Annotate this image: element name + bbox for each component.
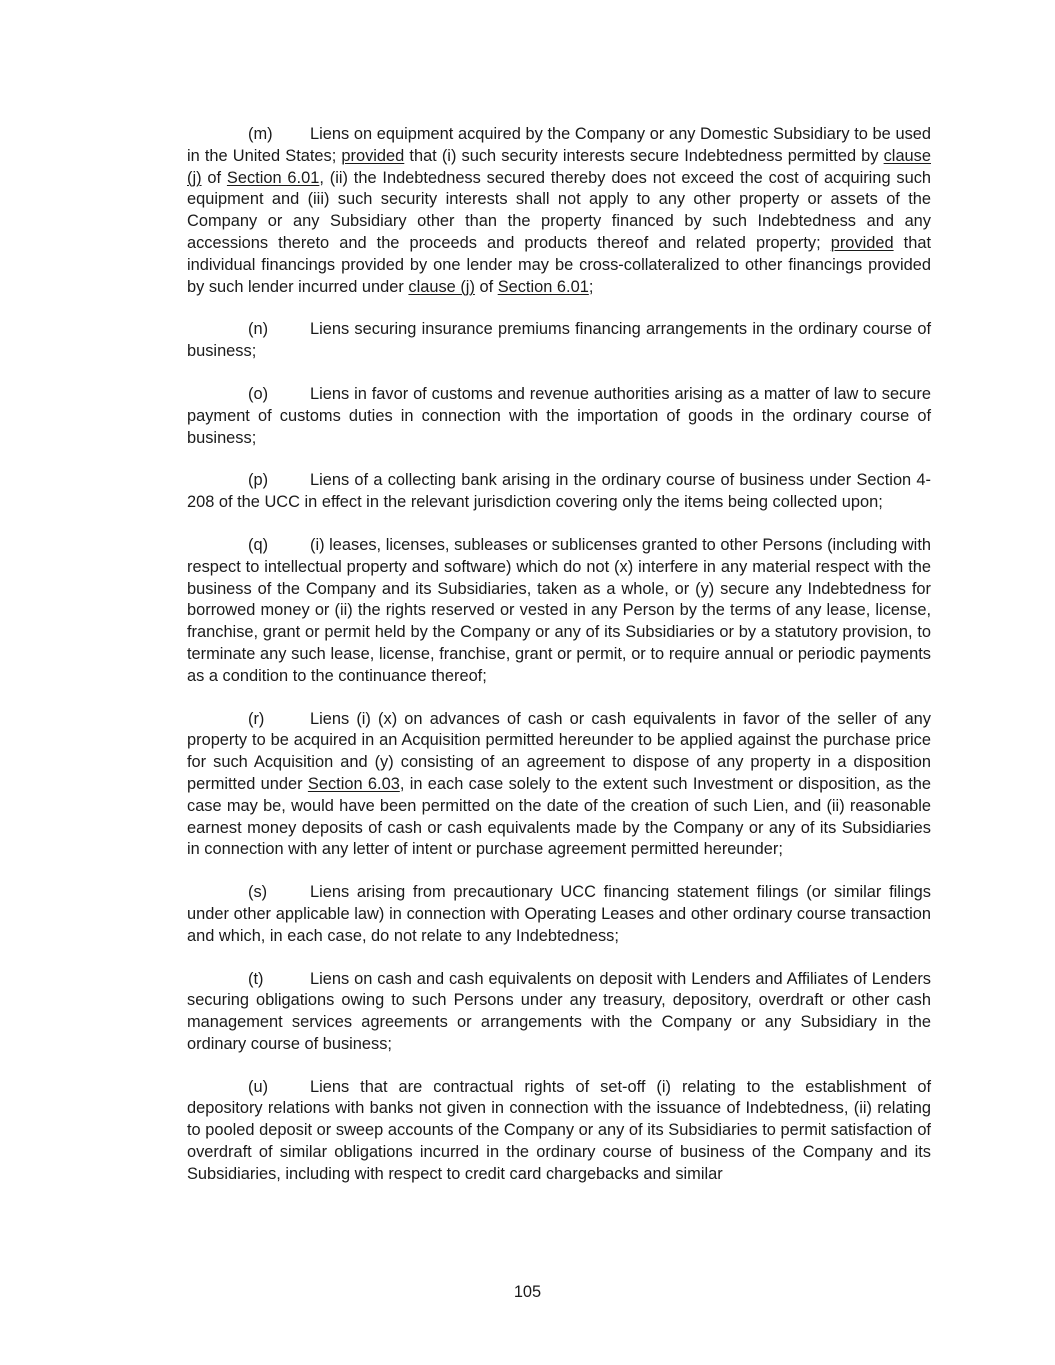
paragraph-label: (s): [248, 883, 268, 902]
paragraph-label: (q): [248, 535, 269, 554]
paragraph-label: (m): [248, 125, 273, 143]
defined-term-provided: provided: [341, 146, 405, 165]
paragraph-text: Liens arising from precautionary UCC financing statement filings (or similar filings under other applicable law) in connection with Operating Leases and other ordinary course transaction and which, in each case, do not relate to any Indebtedness;: [187, 883, 931, 945]
paragraph-text: Liens that are contractual rights of set-off (i) relating to the establishment of depository relations with banks not given in connection with the issuance of Indebtedness, (ii) relating to pooled deposit or sweep accounts of the Company or any of its Subsidiaries to permit satisfaction of overdraft of similar obligations incurred in the ordinary course of business of the Company and its Subsidiaries, including with respect to credit card chargebacks and similar: [187, 1077, 931, 1183]
paragraph-r: [187, 709, 931, 862]
paragraph-o: [187, 384, 931, 449]
paragraph-label: (o): [248, 384, 269, 403]
paragraph-text: Liens (i) (x) on advances of cash or cash equivalents in favor of the seller of any property to be acquired in an Acquisition permitted hereunder to be applied against the purchase price for such Acquisition and (y) consisting of an agreement to dispose of any property in a disposition permitted under Section 6.03, in each case solely to the extent such Investment or disposition, as the case may be, would have been permitted on the date of the creation of such Lien, and (ii) reasonable earnest money deposits of cash or cash equivalents made by the Company or any of its Subsidiaries in connection with any letter of intent or purchase agreement permitted hereunder;: [187, 709, 932, 859]
paragraph-label: (n): [248, 320, 269, 339]
paragraph-p: [187, 470, 931, 514]
clause-reference: clause (j): [187, 146, 931, 187]
paragraph-q: [187, 535, 931, 688]
page-number: 105: [513, 1283, 542, 1301]
paragraph-u: [187, 1077, 931, 1186]
paragraph-t: [187, 969, 931, 1056]
paragraph-text: (i) leases, licenses, subleases or sublicenses granted to other Persons (including with respect to intellectual property and software) which do not (x) interfere in any material respect with the business of the Company and its Subsidiaries, taken as a whole, or (y) secure any Indebtedness for borrowed money or (ii) the rights reserved or vested in any Person by the terms of any lease, license, franchise, grant or permit held by the Company or any of its Subsidiaries or by a statutory provision, to terminate any such lease, license, franchise, grant or permit, or to require annual or periodic payments as a condition to the continuance thereof;: [187, 535, 931, 685]
section-reference: Section 6.01: [497, 277, 589, 296]
paragraph-n: [187, 319, 931, 363]
paragraph-s: [187, 882, 931, 947]
section-reference: Section 6.01: [226, 168, 320, 187]
paragraph-label: (t): [248, 969, 264, 988]
clause-reference: clause (j): [408, 277, 475, 296]
paragraph-label: (r): [248, 709, 265, 728]
paragraph-text: Liens in favor of customs and revenue authorities arising as a matter of law to secure payment of customs duties in connection with the importation of goods in the ordinary course of business;: [187, 384, 931, 447]
paragraph-text: Liens of a collecting bank arising in the ordinary course of business under Section 4-208 of the UCC in effect in the relevant jurisdiction covering only the items being collected upon;: [187, 471, 931, 512]
document-body: [187, 124, 931, 1207]
section-reference: Section 6.03: [307, 774, 400, 793]
paragraph-label: (p): [248, 471, 269, 490]
paragraph-label: (u): [248, 1077, 269, 1096]
defined-term-provided: provided: [830, 233, 894, 252]
paragraph-text: Liens on equipment acquired by the Company or any Domestic Subsidiary to be used in the United States; provided that (i) such security interests secure Indebtedness permitted by clause (j) of Section 6.01, (ii) the Indebtedness secured thereby does not exceed the cost of acquiring such equipment and (iii) such security interests shall not apply to any other property or assets of the Company or any Subsidiary other than the property financed by such Indebtedness and any accessions thereto and the proceeds and products thereof and related property; provided that individual financings provided by one lender may be cross-collateralized to other financings provided by such lender incurred under clause (j) of Section 6.01;: [187, 125, 932, 296]
paragraph-m: [187, 124, 931, 298]
paragraph-text: Liens securing insurance premiums financing arrangements in the ordinary course of business;: [187, 320, 931, 361]
paragraph-text: Liens on cash and cash equivalents on deposit with Lenders and Affiliates of Lenders securing obligations owing to such Persons under any treasury, depository, overdraft or other cash management services agreements or arrangements with the Company or any Subsidiary in the ordinary course of business;: [187, 969, 931, 1053]
